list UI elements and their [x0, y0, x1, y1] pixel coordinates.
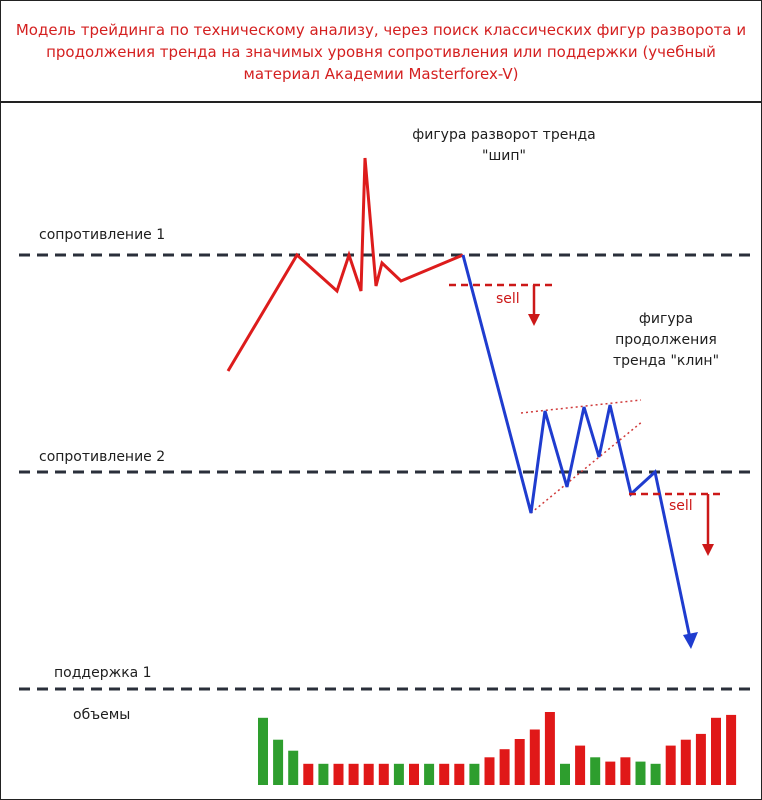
diagram-title: Модель трейдинга по техническому анализу, через поиск классических фигур разворота и продолжения тренда на значимых уровня сопротивления или поддержки (учебный материал Академии Masterforex-V) [15, 21, 747, 83]
volume-bar [726, 715, 736, 785]
volume-bar [590, 757, 600, 785]
volume-bar [454, 764, 464, 785]
volume-bar [424, 764, 434, 785]
reversal-pattern-label: фигура разворот тренда "шип" [412, 127, 596, 164]
volume-bar [379, 764, 389, 785]
uptrend-spike-line [228, 158, 463, 371]
volume-bar [620, 757, 630, 785]
volume-bar [258, 718, 268, 785]
volume-bar [666, 746, 676, 785]
sell-1-arrowhead [528, 314, 540, 326]
volume-label: объемы [73, 707, 131, 723]
volume-bar [394, 764, 404, 785]
volume-bar [530, 730, 540, 786]
resistance-2-label: сопротивление 2 [39, 449, 166, 465]
volume-bar [485, 757, 495, 785]
volume-bar [560, 764, 570, 785]
resistance-1-label: сопротивление 1 [39, 227, 166, 243]
volume-bar [575, 746, 585, 785]
volume-bar [500, 749, 510, 785]
volume-bar [273, 740, 283, 785]
downtrend-arrowhead [683, 632, 698, 649]
volume-bar [545, 712, 555, 785]
wedge-lower-boundary [531, 421, 643, 513]
volume-bar [318, 764, 328, 785]
volume-bar [469, 764, 479, 785]
volume-bar [349, 764, 359, 785]
volume-bar [681, 740, 691, 785]
volume-bar [439, 764, 449, 785]
sell-1-label: sell [496, 291, 520, 307]
volume-bars [258, 712, 736, 785]
continuation-pattern-label: фигура продолжения тренда "клин" [612, 311, 720, 369]
volume-bar [605, 762, 615, 785]
volume-bar [303, 764, 313, 785]
volume-bar [288, 751, 298, 785]
wedge-upper-boundary [521, 400, 641, 413]
sell-2-label: sell [669, 498, 693, 514]
sell-2-arrowhead [702, 544, 714, 556]
volume-bar [515, 739, 525, 785]
volume-bar [334, 764, 344, 785]
volume-bar [409, 764, 419, 785]
volume-bar [711, 718, 721, 785]
volume-bar [364, 764, 374, 785]
volume-bar [696, 734, 706, 785]
support-1-label: поддержка 1 [54, 665, 152, 681]
volume-bar [636, 762, 646, 785]
volume-bar [651, 764, 661, 785]
